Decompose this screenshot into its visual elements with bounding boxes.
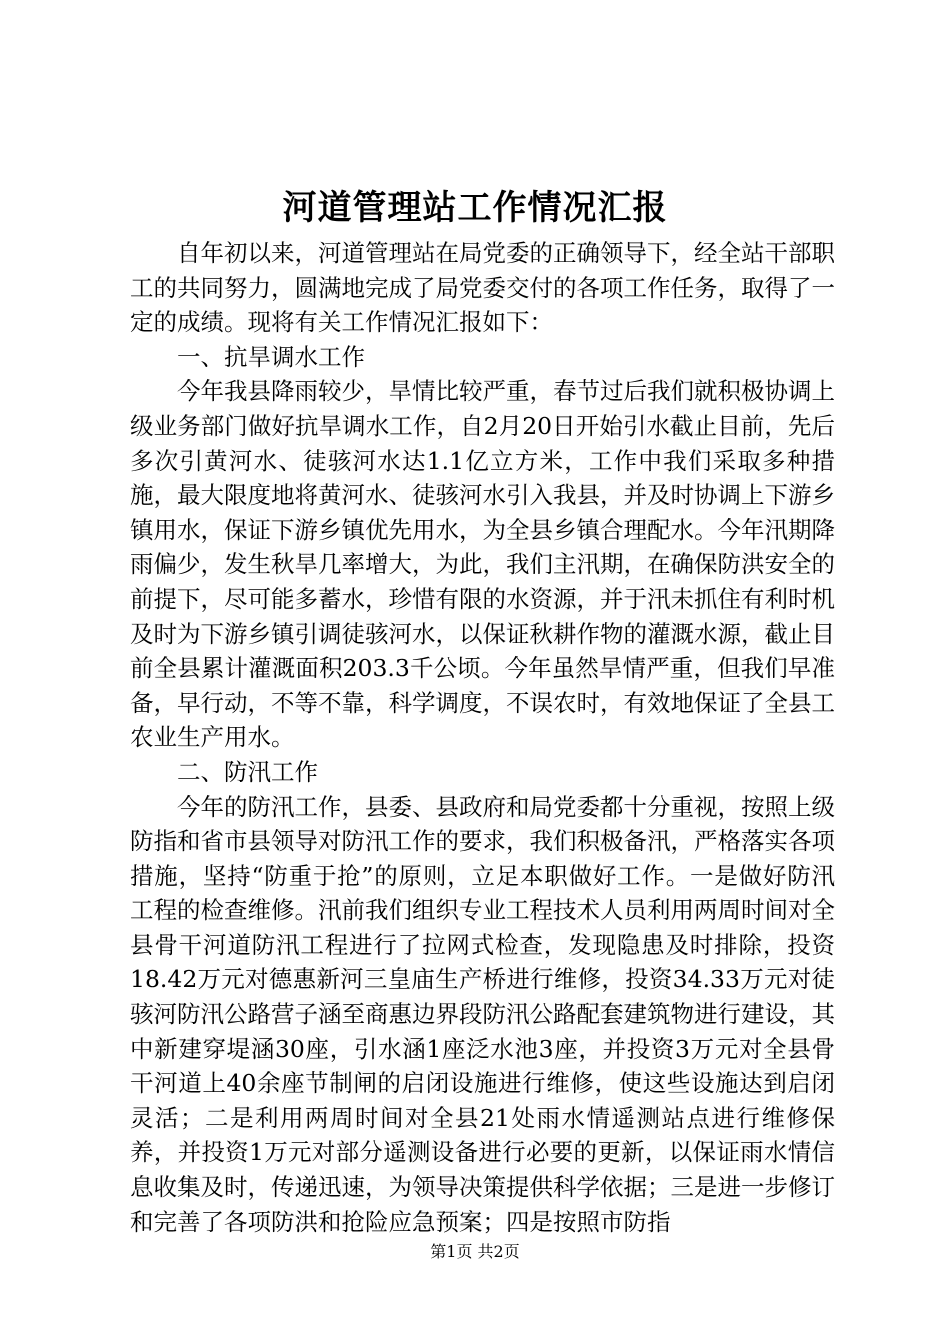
drought-paragraph: 今年我县降雨较少，旱情比较严重，春节过后我们就积极协调上级业务部门做好抗旱调水工作，自2月20日开始引水截止目前，先后多次引黄河水、徒骇河水达1.1亿立方米，工作中我们采取多种措施，最大限度地将黄河水、徒骇河水引入我县，并及时协调上下游乡镇用水，保证下游乡镇优先用水，为全县乡镇合理配水。今年汛期降雨偏少，发生秋旱几率增大，为此，我们主汛期，在确保防洪安全的前提下，尽可能多蓄水，珍惜有限的水资源，并于汛未抓住有利时机及时为下游乡镇引调徒骇河水，以保证秋耕作物的灌溉水源，截止目前全县累计灌溉面积203.3千公顷。今年虽然旱情严重，但我们早准备，早行动，不等不靠，科学调度，不误农时，有效地保证了全县工农业生产用水。 xyxy=(130,377,835,752)
page-number-footer: 第1页 共2页 xyxy=(430,1242,520,1261)
document-body xyxy=(130,236,835,1239)
document-title: 河道管理站工作情况汇报 xyxy=(282,188,668,228)
flood-paragraph: 今年的防汛工作，县委、县政府和局党委都十分重视，按照上级防指和省市县领导对防汛工作的要求，我们积极备汛，严格落实各项措施，坚持“防重于抢”的原则，立足本职做好工作。一是做好防汛工程的检查维修。汛前我们组织专业工程技术人员利用两周时间对全县骨干河道防汛工程进行了拉网式检查，发现隐患及时排除，投资18.42万元对德惠新河三皇庙生产桥进行维修，投资34.33万元对徒骇河防汛公路营子涵至商惠边界段防汛公路配套建筑物进行建设，其中新建穿堤涵30座，引水涵1座泛水池3座，并投资3万元对全县骨干河道上40余座节制闸的启闭设施进行维修，使这些设施达到启闭灵活；二是利用两周时间对全县21处雨水情遥测站点进行维修保养，并投资1万元对部分遥测设备进行必要的更新，以保证雨水情信息收集及时，传递迅速，为领导决策提供科学依据；三是进一步修订和完善了各项防洪和抢险应急预案；四是按照市防指 xyxy=(130,792,835,1236)
intro-paragraph: 自年初以来，河道管理站在局党委的正确领导下，经全站干部职工的共同努力，圆满地完成了局党委交付的各项工作任务，取得了一定的成绩。现将有关工作情况汇报如下： xyxy=(130,239,835,337)
section-heading-drought: 一、抗旱调水工作 xyxy=(177,342,365,371)
section-heading-flood: 二、防汛工作 xyxy=(177,757,318,786)
